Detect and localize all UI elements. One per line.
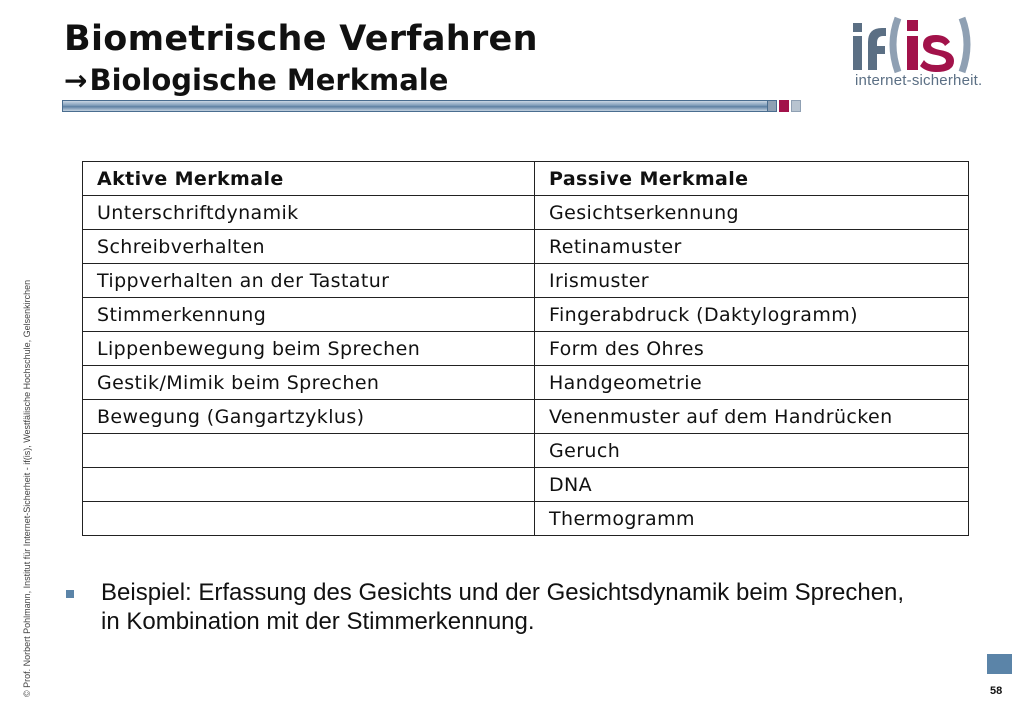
table-row [83, 434, 969, 468]
cell-passive: Venenmuster auf dem Handrücken [535, 400, 969, 434]
table-row [83, 366, 969, 400]
side-credit: © Prof. Norbert Pohlmann, Institut für Internet-Sicherheit - if(is), Westfälische Hochschule, Gelsenkirchen [22, 279, 32, 697]
header-active: Aktive Merkmale [83, 162, 535, 196]
table-row [83, 468, 969, 502]
cell-passive: DNA [535, 468, 969, 502]
corner-square-icon [987, 654, 1012, 674]
cell-active [83, 502, 535, 536]
logo-tagline: internet-sicherheit. [855, 72, 983, 89]
rule-square-2 [779, 100, 789, 112]
table-row [83, 502, 969, 536]
cell-passive: Thermogramm [535, 502, 969, 536]
cell-passive: Irismuster [535, 264, 969, 298]
table-row [83, 332, 969, 366]
table-row [83, 400, 969, 434]
title-line: Biometrische Verfahren [64, 19, 538, 59]
cell-active [83, 434, 535, 468]
cell-active: Unterschriftdynamik [83, 196, 535, 230]
table-row [83, 298, 969, 332]
cell-passive: Retinamuster [535, 230, 969, 264]
subtitle-text: Biologische Merkmale [89, 63, 449, 97]
cell-active: Bewegung (Gangartzyklus) [83, 400, 535, 434]
cell-active: Lippenbewegung beim Sprechen [83, 332, 535, 366]
rule-square-3 [791, 100, 801, 112]
cell-passive: Form des Ohres [535, 332, 969, 366]
cell-active: Tippverhalten an der Tastatur [83, 264, 535, 298]
subtitle-line [64, 62, 538, 99]
cell-passive: Fingerabdruck (Daktylogramm) [535, 298, 969, 332]
bullet-square-icon [66, 590, 74, 598]
bullet-text: Beispiel: Erfassung des Gesichts und der Gesichtsdynamik beim Sprechen, in Kombination mit der Stimmerkennung. [101, 579, 905, 635]
cell-active: Gestik/Mimik beim Sprechen [83, 366, 535, 400]
table-header-row [83, 162, 969, 196]
table-row [83, 264, 969, 298]
page-number: 58 [990, 685, 1003, 697]
rule-square-1 [767, 100, 777, 112]
title-rule-bar [62, 100, 774, 112]
cell-passive: Gesichtserkennung [535, 196, 969, 230]
cell-active: Schreibverhalten [83, 230, 535, 264]
slide-title [64, 18, 538, 99]
biometric-traits-table [82, 161, 969, 536]
cell-passive: Geruch [535, 434, 969, 468]
cell-active [83, 468, 535, 502]
table-row [83, 196, 969, 230]
cell-passive: Handgeometrie [535, 366, 969, 400]
arrow-icon: → [64, 64, 88, 97]
header-passive: Passive Merkmale [535, 162, 969, 196]
table-row [83, 230, 969, 264]
cell-active: Stimmerkennung [83, 298, 535, 332]
